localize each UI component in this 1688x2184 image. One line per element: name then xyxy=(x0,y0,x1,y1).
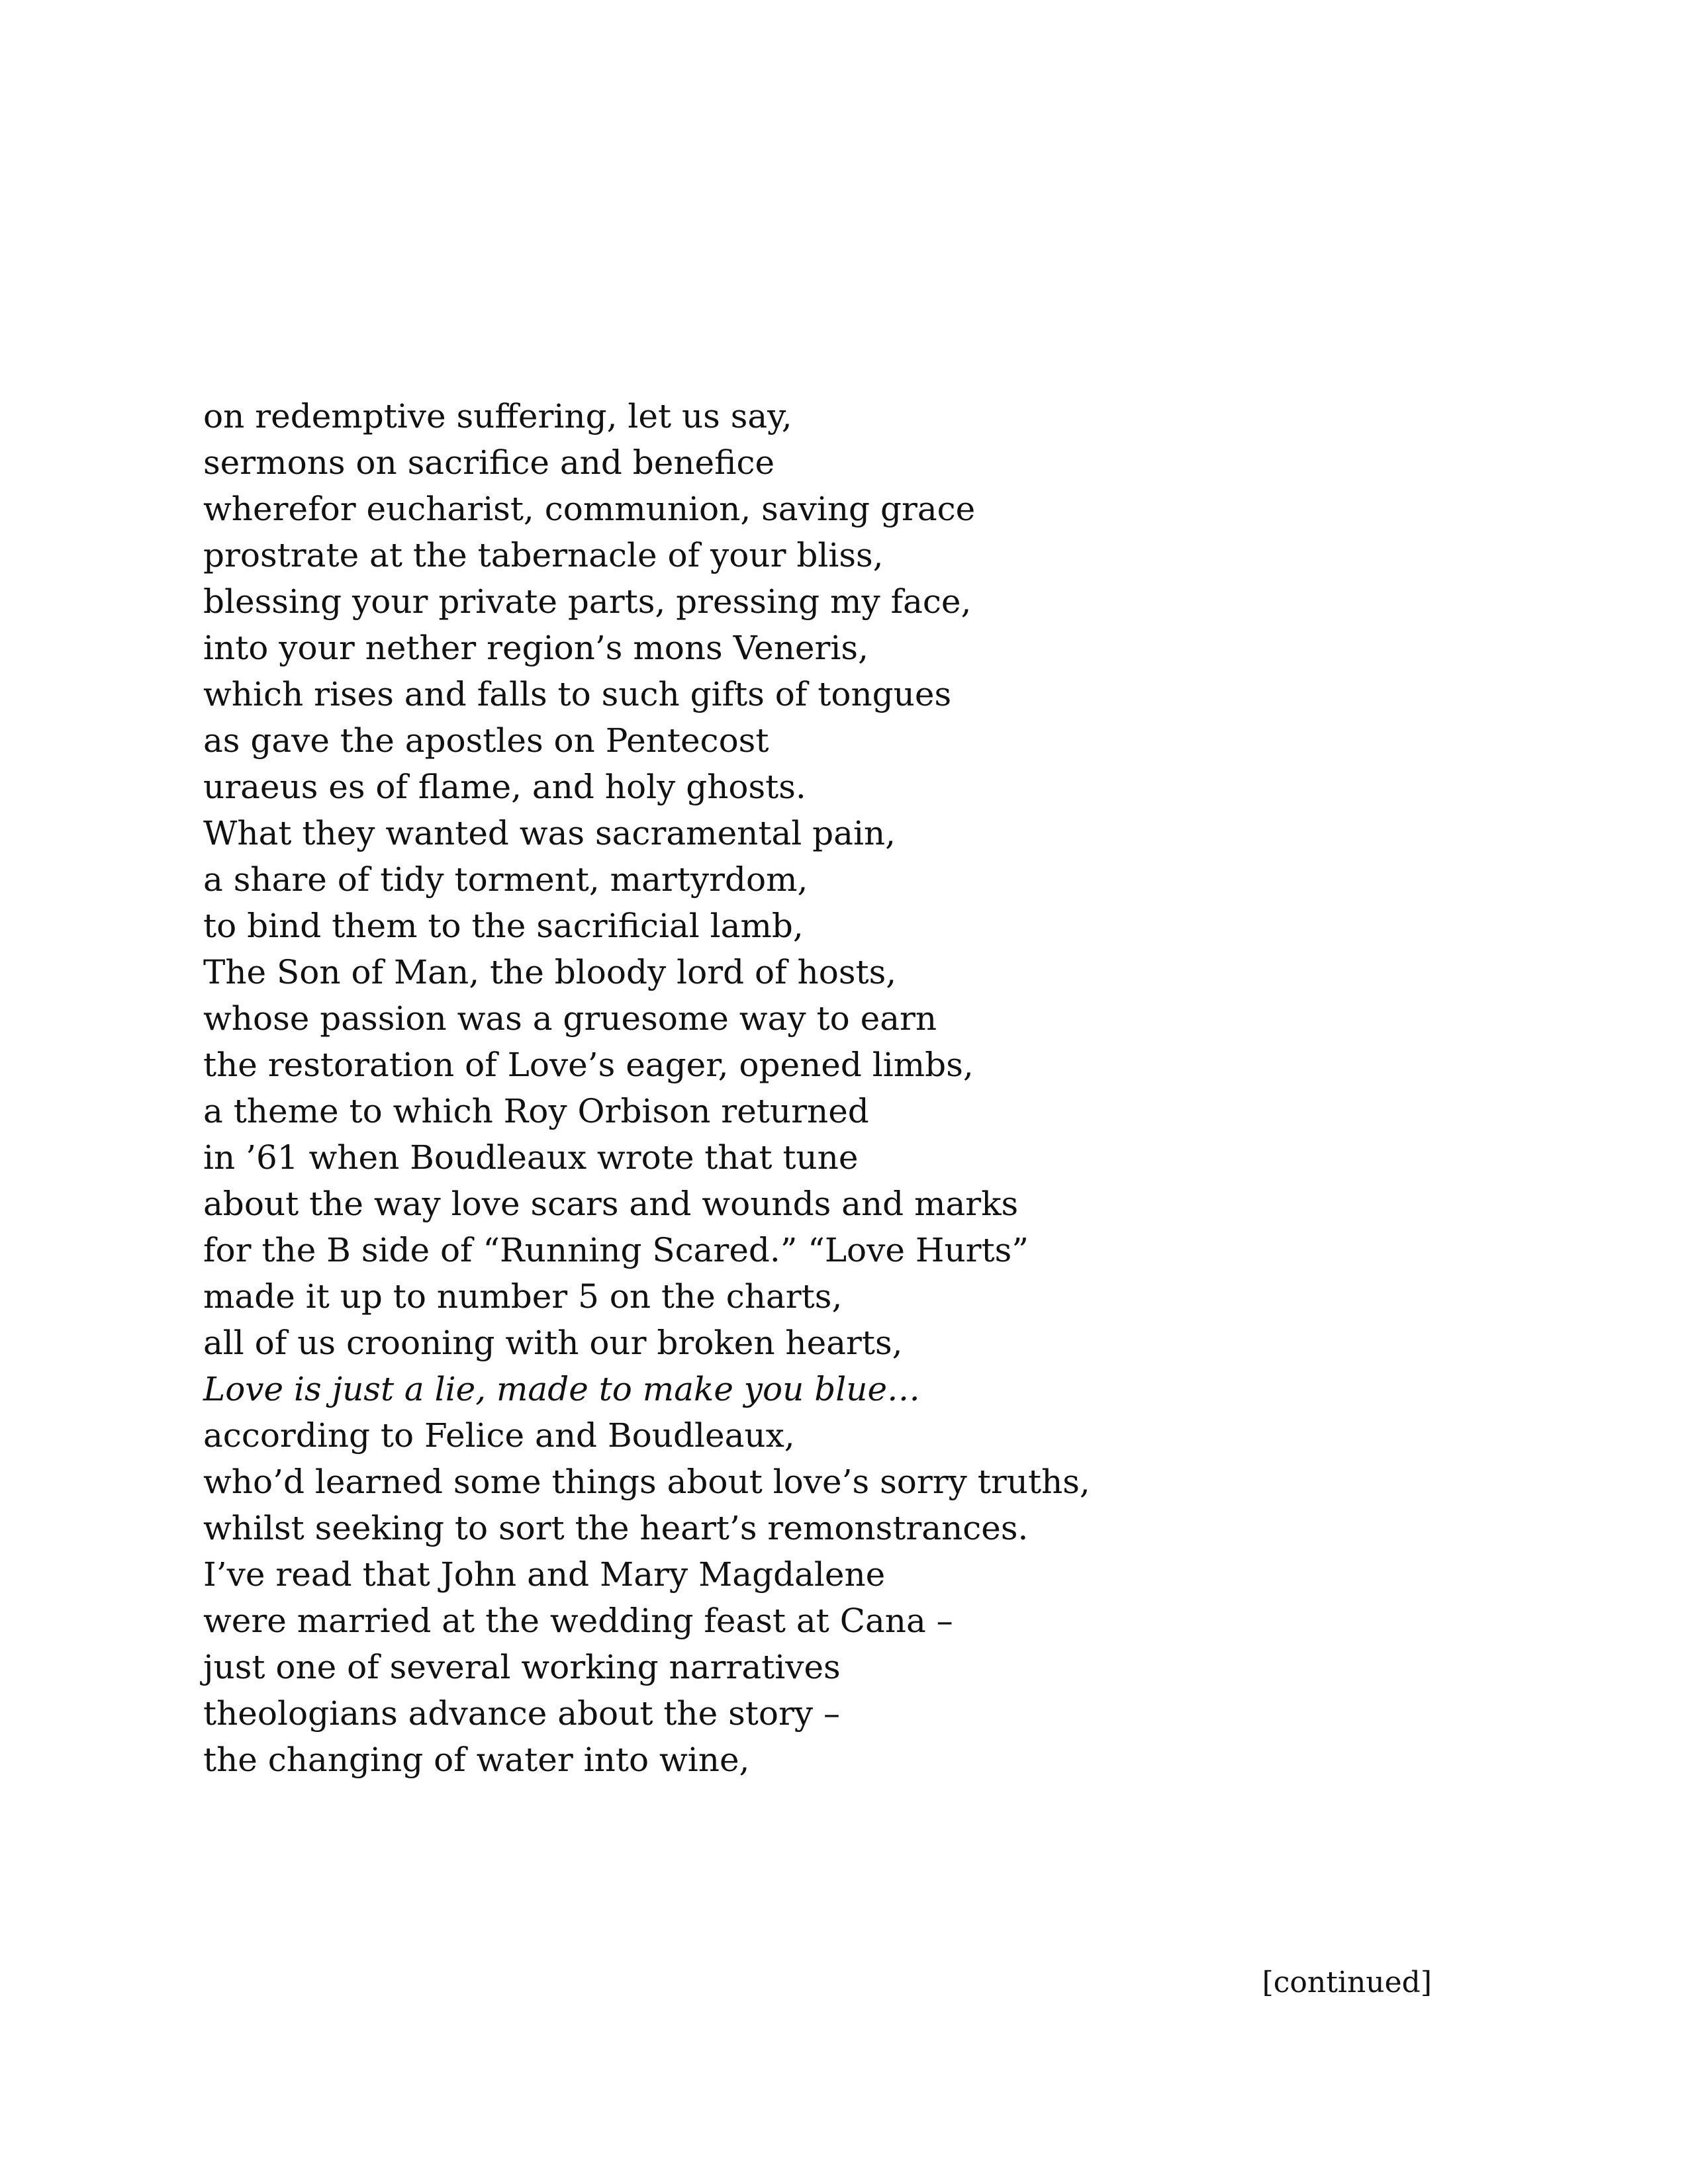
poem-line: theologians advance about the story – xyxy=(203,1694,840,1733)
continued-note: [continued] xyxy=(1262,1966,1432,1999)
poem-line: I’ve read that John and Mary Magdalene xyxy=(203,1555,886,1594)
poem-line: just one of several working narratives xyxy=(203,1648,841,1686)
poem-line: were married at the wedding feast at Cana – xyxy=(203,1602,953,1640)
poem-line: the changing of water into wine, xyxy=(203,1741,750,1779)
poem-line: the restoration of Love’s eager, opened limbs, xyxy=(203,1046,974,1084)
poem-line: wherefor eucharist, communion, saving grace xyxy=(203,490,976,528)
poem-line: to bind them to the sacrificial lamb, xyxy=(203,907,804,945)
poem-line: Love is just a lie, made to make you blue… xyxy=(203,1370,921,1408)
poem-line: all of us crooning with our broken hearts, xyxy=(203,1324,903,1362)
poem-line: on redemptive suffering, let us say, xyxy=(203,397,792,435)
poem-line: made it up to number 5 on the charts, xyxy=(203,1277,843,1316)
poem-line: as gave the apostles on Pentecost xyxy=(203,721,769,760)
poem-line: a share of tidy torment, martyrdom, xyxy=(203,860,808,899)
poem-line: in ’61 when Boudleaux wrote that tune xyxy=(203,1138,859,1177)
poem-line: according to Felice and Boudleaux, xyxy=(203,1416,795,1455)
poem-line: The Son of Man, the bloody lord of hosts, xyxy=(203,953,897,991)
poem-line: uraeus es of flame, and holy ghosts. xyxy=(203,768,806,806)
poem-line: for the B side of “Running Scared.” “Love Hurts” xyxy=(203,1231,1029,1269)
poem-line: a theme to which Roy Orbison returned xyxy=(203,1092,869,1130)
poem-body xyxy=(203,393,1090,1783)
poem-line: sermons on sacrifice and benefice xyxy=(203,443,775,482)
poem-line: into your nether region’s mons Veneris, xyxy=(203,629,868,667)
poem-line: whose passion was a gruesome way to earn xyxy=(203,999,937,1038)
poem-line: prostrate at the tabernacle of your bliss, xyxy=(203,536,884,574)
poem-line: who’d learned some things about love’s sorry truths, xyxy=(203,1463,1090,1501)
poem-line: whilst seeking to sort the heart’s remonstrances. xyxy=(203,1509,1029,1547)
poem-line: about the way love scars and wounds and marks xyxy=(203,1185,1019,1223)
poem-line: What they wanted was sacramental pain, xyxy=(203,814,896,852)
poem-line: blessing your private parts, pressing my face, xyxy=(203,582,972,621)
poem-line: which rises and falls to such gifts of tongues xyxy=(203,675,952,713)
